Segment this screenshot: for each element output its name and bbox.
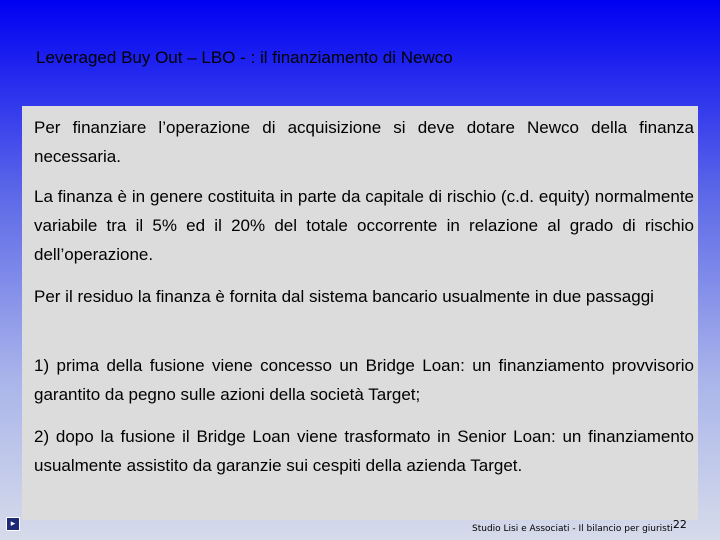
footer	[472, 518, 687, 535]
navigation-icon[interactable]: ▸	[6, 517, 20, 531]
paragraph-bank-financing: Per il residuo la finanza è fornita dal sistema bancario usualmente in due passaggi	[34, 287, 654, 306]
paragraph-bridge-loan: 1) prima della fusione viene concesso un Bridge Loan: un finanziamento provvisorio garantito da pegno sulle azioni della società Target;	[34, 356, 694, 404]
content-box	[22, 106, 698, 520]
paragraph-financing-need: Per finanziare l’operazione di acquisizione si deve dotare Newco della finanza necessaria.	[34, 118, 694, 166]
page-number: 22	[672, 518, 687, 531]
paragraph-equity: La finanza è in genere costituita in parte da capitale di rischio (c.d. equity) normalmente variabile tra il 5% ed il 20% del totale occorrente in relazione al grado di rischio dell’operazione.	[34, 187, 694, 264]
paragraph-senior-loan: 2) dopo la fusione il Bridge Loan viene trasformato in Senior Loan: un finanziamento usualmente assistito da garanzie sui cespiti della azienda Target.	[34, 427, 694, 475]
slide-title: Leveraged Buy Out – LBO - : il finanziamento di Newco	[36, 48, 453, 67]
footer-text: Studio Lisi e Associati - Il bilancio per giuristi	[472, 524, 673, 534]
